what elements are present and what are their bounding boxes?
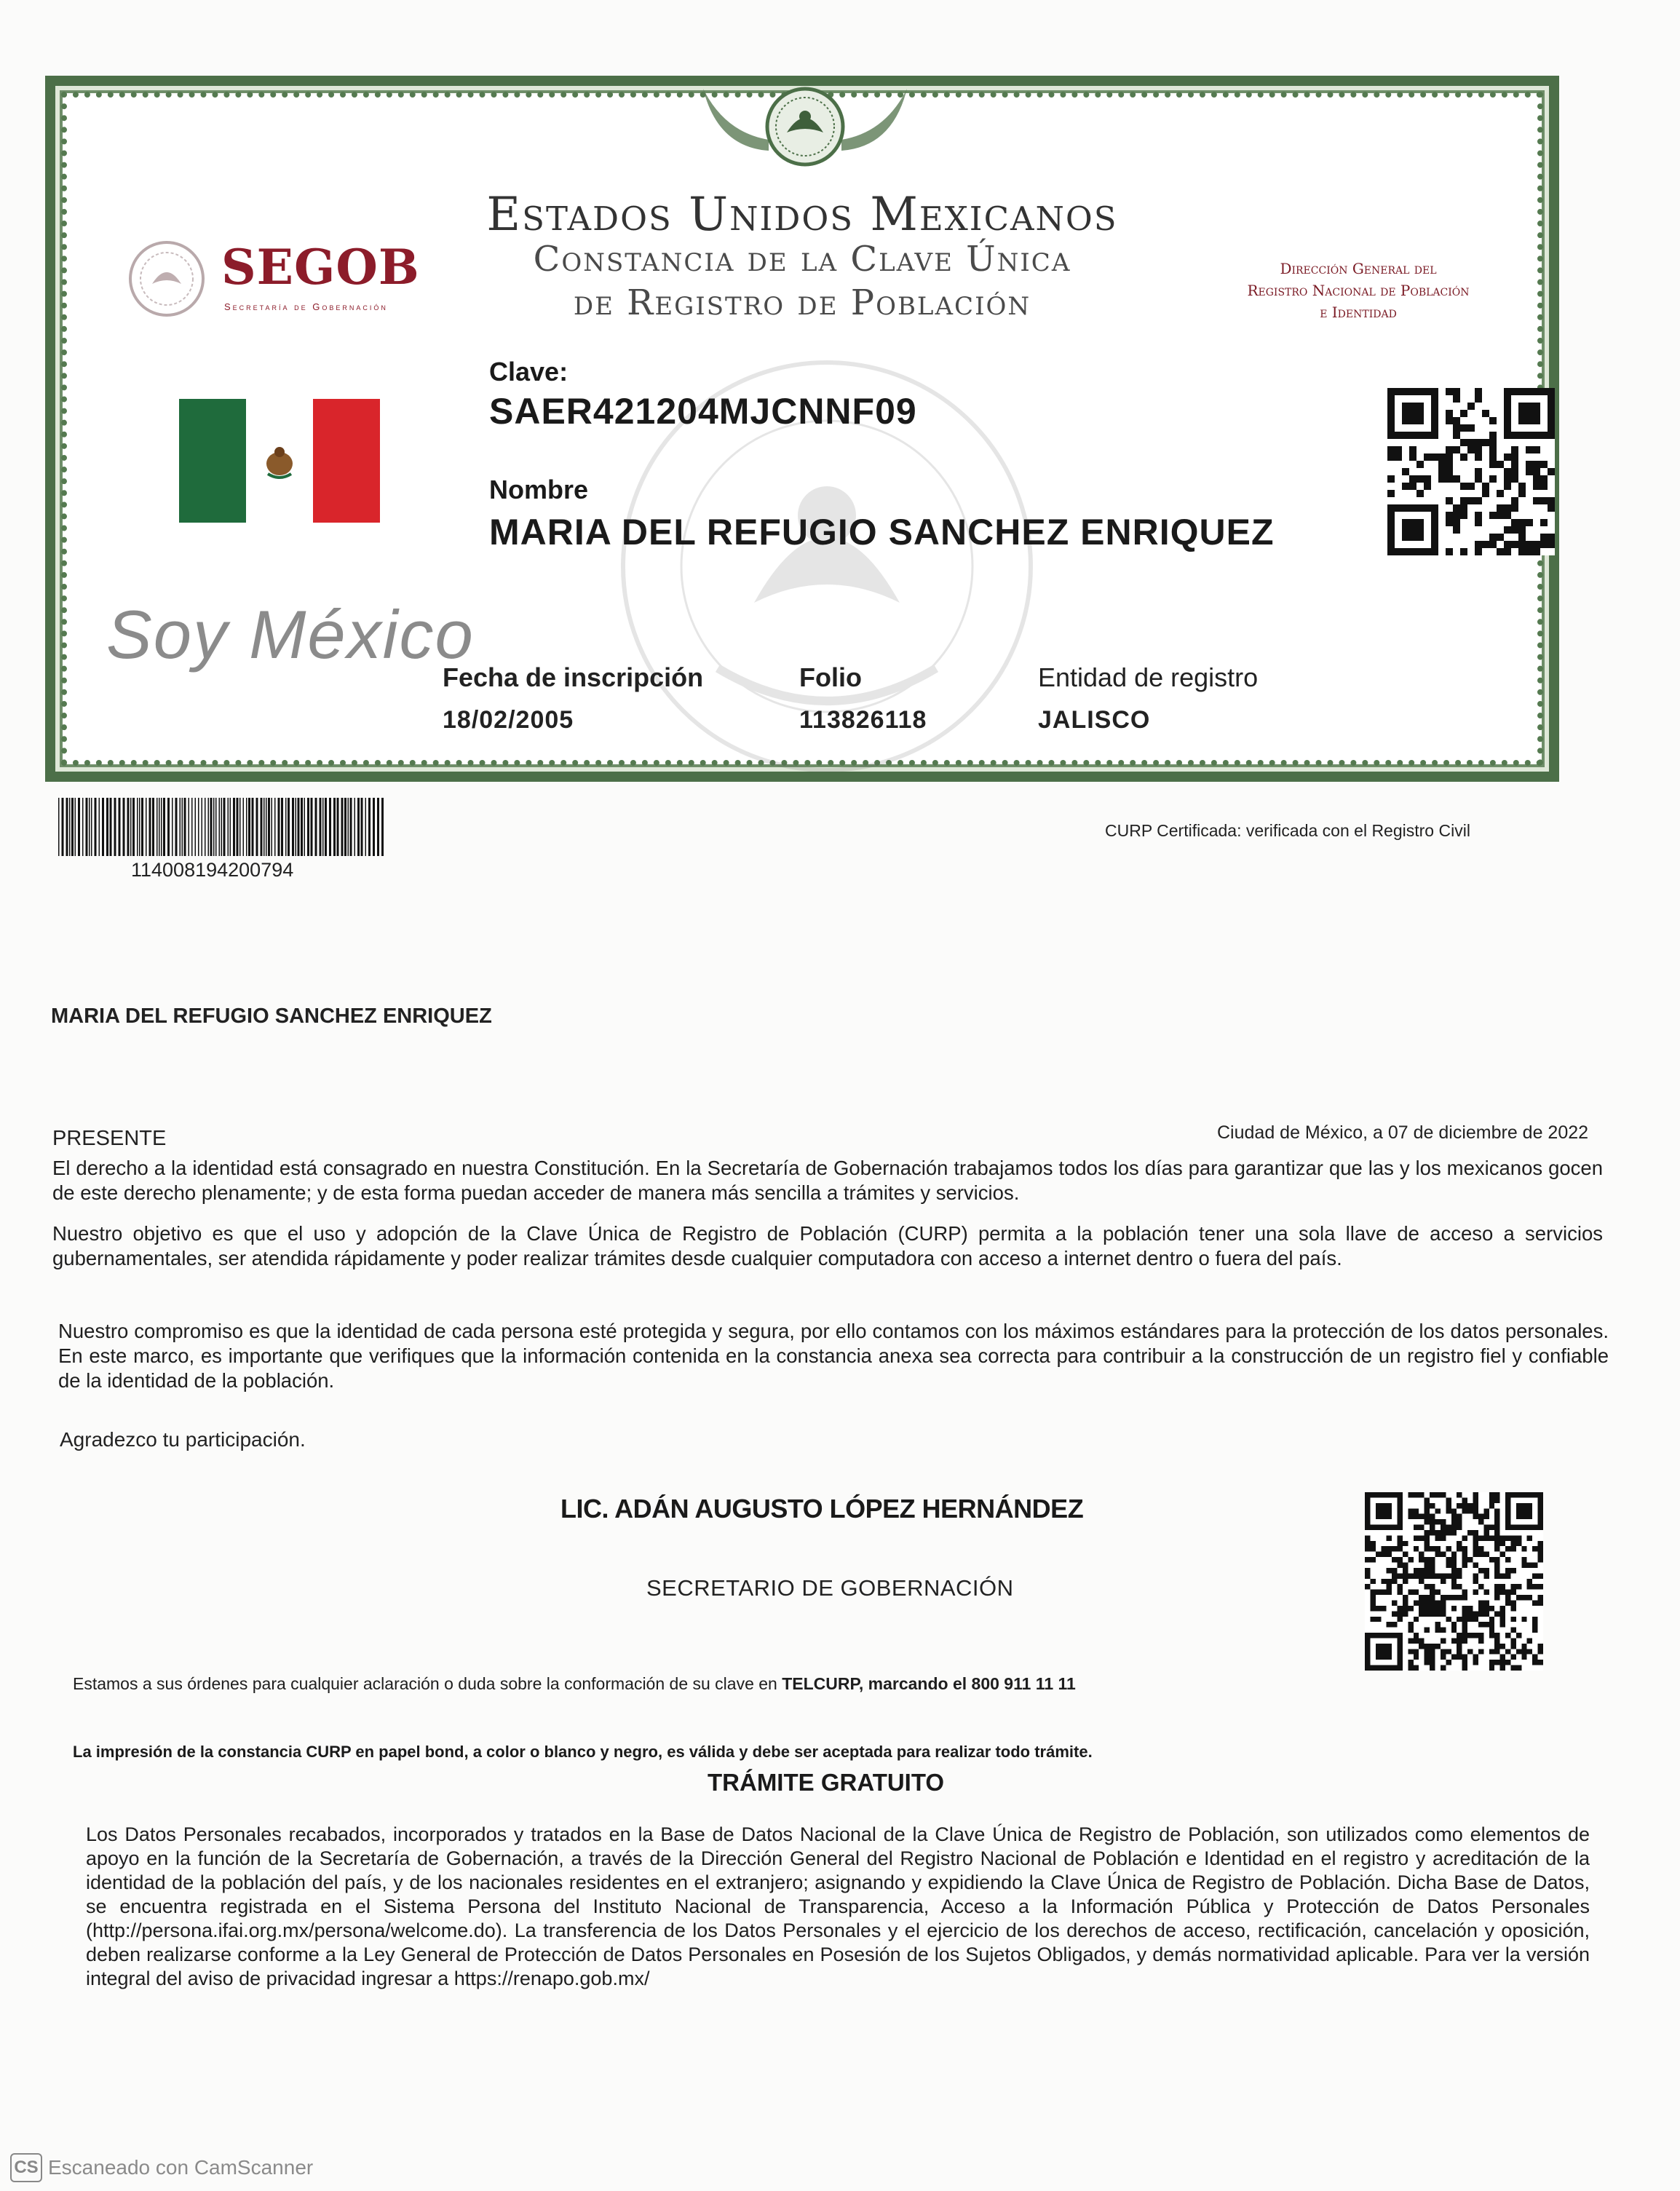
presente-text: PRESENTE	[52, 1127, 167, 1150]
camscanner-logo: CS	[10, 2153, 42, 2182]
coat-of-arms-icon	[696, 82, 914, 176]
curp-certified-note: CURP Certificada: verificada con el Registro Civil	[1105, 821, 1470, 840]
country-title: Estados Unidos Mexicanos	[486, 188, 1118, 242]
mexican-flag-icon	[179, 399, 380, 523]
letter-paragraph-2: Nuestro objetivo es que el uso y adopción de la Clave Única de Registro de Población (CURP) permita a la población tener una sola llave de acceso a servicios gubernamentales, ser atendida rápidamente y poder realizar trámites desde cualquier computadora con acceso a internet dentro o fuera del país.	[52, 1222, 1603, 1269]
recipient-name: MARIA DEL REFUGIO SANCHEZ ENRIQUEZ	[51, 1005, 492, 1028]
barcode-icon	[58, 798, 386, 856]
thanks-text: Agradezco tu participación.	[60, 1428, 306, 1451]
dgr-line2: Registro Nacional de Población	[1247, 282, 1470, 299]
folio-label: Folio	[799, 662, 862, 692]
fecha-label: Fecha de inscripción	[443, 662, 704, 692]
document-title-line1: Constancia de la Clave Única	[533, 239, 1071, 280]
flag-eagle-icon	[262, 439, 297, 483]
qr-code-icon	[1361, 1492, 1547, 1671]
dgr-line1: Dirección General del	[1280, 260, 1437, 277]
privacy-notice: Los Datos Personales recabados, incorporados y tratados en la Base de Datos Nacional de la Clave Única de Registro de Población, son utilizados como elementos de apoyo en la función de la Secretaría de Gobernación, a través de la Dirección General del Registro Nacional de Población e Identidad en el registro y acreditación de la identidad de la población del país, y de los nacionales residentes en el extranjero; asignando y expidiendo la Clave Única de Registro de Población. Dicha Base de Datos, se encuentra registrada en el Sistema Persona del Instituto Nacional de Transparencia, Acceso a la Información Pública y Protección de Datos Personales (http://persona.ifai.org.mx/persona/welcome.do). La transferencia de los Datos Personales y el ejercicio de los derechos de acceso, rectificación, cancelación y oposición, deben realizarse conforme a la Ley General de Protección de Datos Personales en Posesión de los Sujetos Obligados, y demás normatividad aplicable. Para ver la versión integral del aviso de privacidad ingresar a https://renapo.gob.mx/	[86, 1823, 1590, 1989]
contact-text: Estamos a sus órdenes para cualquier aclaración o duda sobre la conformación de su clave en	[73, 1674, 777, 1693]
free-procedure-label: TRÁMITE GRATUITO	[708, 1769, 945, 1796]
curp-certificate-card	[45, 76, 1559, 782]
segob-seal-icon	[127, 239, 207, 319]
soy-mexico-slogan: Soy México	[106, 596, 475, 673]
camscanner-watermark: Escaneado con CamScanner	[48, 2156, 314, 2179]
qr-code-icon	[1387, 388, 1555, 555]
fecha-value: 18/02/2005	[443, 706, 574, 734]
document-title-line2: de Registro de Población	[573, 282, 1031, 323]
signer-title: SECRETARIO DE GOBERNACIÓN	[646, 1575, 1014, 1601]
entidad-label: Entidad de registro	[1038, 662, 1259, 692]
contact-phone: TELCURP, marcando el 800 911 11 11	[782, 1674, 1076, 1693]
letter-paragraph-1: El derecho a la identidad está consagrado en nuestra Constitución. En la Secretaría de Gobernación trabajamos todos los días para garantizar que las y los mexicanos gocen de este derecho plenamente; y de esta forma puedan acceder de manera más sencilla a trámites y servicios.	[52, 1157, 1603, 1204]
folio-value: 113826118	[799, 706, 927, 734]
letter-paragraph-3: Nuestro compromiso es que la identidad de cada persona esté protegida y segura, por ello contamos con los máximos estándares para la protección de los datos personales. En este marco, es importante que verifiques que la información contenida en la constancia anexa sea correcta para contribuir a la construcción de un registro fiel y confiable de la identidad de la población.	[58, 1320, 1609, 1392]
clave-value: SAER421204MJCNNF09	[489, 391, 917, 432]
clave-label: Clave:	[489, 357, 568, 387]
nombre-value: MARIA DEL REFUGIO SANCHEZ ENRIQUEZ	[489, 512, 1275, 552]
signer-name: LIC. ADÁN AUGUSTO LÓPEZ HERNÁNDEZ	[560, 1494, 1084, 1524]
print-validity-notice: La impresión de la constancia CURP en papel bond, a color o blanco y negro, es válida y debe ser aceptada para realizar todo trámite.	[73, 1743, 1093, 1761]
dgr-block	[1198, 258, 1518, 323]
barcode-number: 114008194200794	[131, 859, 294, 881]
segob-subtitle: Secretaría de Gobernación	[224, 301, 388, 312]
entidad-value: JALISCO	[1038, 706, 1151, 734]
nombre-label: Nombre	[489, 475, 589, 504]
dgr-line3: e Identidad	[1320, 304, 1397, 321]
contact-line	[73, 1674, 1076, 1694]
place-date: Ciudad de México, a 07 de diciembre de 2022	[1217, 1122, 1589, 1143]
segob-logo-text: SEGOB	[221, 239, 420, 296]
